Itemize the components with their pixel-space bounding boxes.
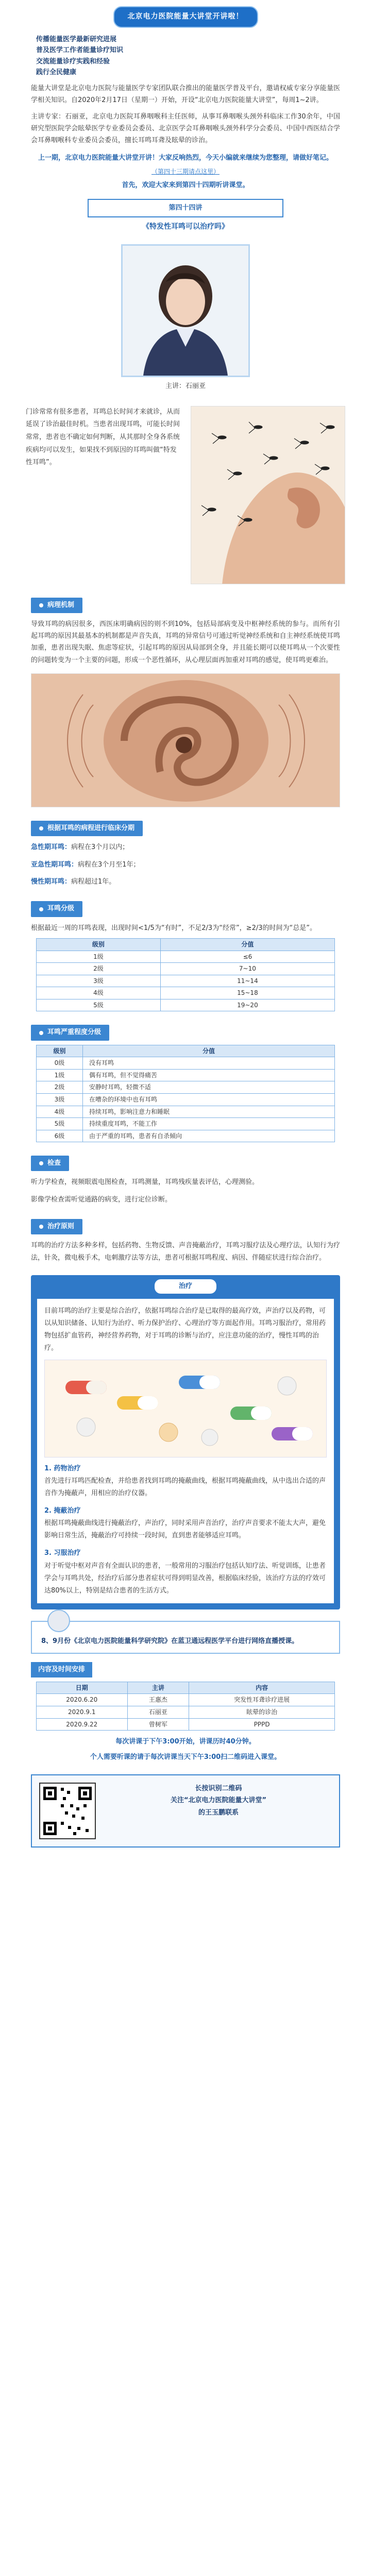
stage-section — [0, 821, 371, 888]
table-row: 2级 安静时耳鸣，轻微不适 — [37, 1081, 335, 1094]
table-row: 6级 由于严重的耳鸣，患者有自杀倾向 — [37, 1130, 335, 1142]
principle-text: 耳鸣的治疗方法多种多样，包括药物、生物反馈、声音掩蔽治疗，耳鸣习服疗法及心理疗法，认知行为疗法，针灸，微电极手术，电刺激疗法等方法，患者可根据耳鸣程度、病因、伴随症状进行综合治疗。 — [31, 1242, 340, 1262]
lecture-banner — [88, 199, 283, 217]
summary-box — [31, 1621, 340, 1654]
speaker-photo — [121, 244, 250, 377]
intro-paragraph: 能量大讲堂是北京电力医院与能量医学专家团队联合推出的能量医学普及平台，邀请权威专家分享能量医学相关知识。自2020年2月17日（星期一）开始，开设“北京电力医院能量大讲堂”，每周1~2讲。 — [31, 84, 340, 105]
schedule-note-1: 每次讲课于下午3:00开始，讲课历时40分钟。 — [115, 1738, 256, 1746]
speaker-caption: 主讲：石丽亚 — [165, 382, 206, 390]
exam-text-1: 听力学检查，视频眼震电图检查，耳鸣测量，耳鸣残疾量表评估，心理测验。 — [31, 1178, 259, 1187]
qr-box — [31, 1774, 340, 1848]
table-row: 0级 没有耳鸣 — [37, 1057, 335, 1070]
stage-heading: 根据耳鸣的病程进行临床分期 — [31, 821, 143, 836]
grade-heading: 耳鸣分级 — [31, 901, 82, 917]
stage-item: 慢性期耳鸣：病程超过1年。 — [31, 878, 116, 886]
principle-heading: 治疗原则 — [31, 1219, 82, 1234]
speaker-portrait-icon — [123, 246, 248, 376]
schedule-heading: 内容及时间安排 — [31, 1662, 92, 1677]
severity-heading: 耳鸣严重程度分级 — [31, 1025, 109, 1040]
table-row: 2级 7~10 — [37, 963, 335, 975]
treatment-sub3-title: 3. 习服治疗 — [44, 1549, 81, 1557]
grade-table-wrap — [0, 938, 371, 1012]
ear-closeup-image — [31, 673, 340, 807]
intro-item: 践行全民健康 — [36, 69, 77, 77]
summary-text: 8、9月份《北京电力医院能量科学研究院》在蓝卫通远程医学平台进行网络直播授课。 — [41, 1637, 299, 1645]
intro-item: 普及医学工作者能量诊疗知识 — [36, 46, 124, 55]
exam-section — [0, 1156, 371, 1206]
stage-item: 亚急性期耳鸣：病程在3个月至1年； — [31, 860, 140, 869]
pills-image — [44, 1360, 327, 1458]
grade-col-header: 分值 — [160, 938, 334, 951]
table-row: 3级 11~14 — [37, 975, 335, 987]
treatment-sub2-title: 2. 掩蔽治疗 — [44, 1507, 81, 1515]
recap-paragraph: 上一期，北京电力医院能量大讲堂开讲！大家反响热烈，今天小编就来继续为您整理，请做好笔记。 — [38, 154, 333, 162]
severity-col-header: 分值 — [83, 1045, 335, 1057]
cause-text: 导致耳鸣的病因很多，西医床明确病因的则不到10%，包括局部病变及中枢神经系统的参与。而所有引起耳鸣的原因其最基本的机制都是声音失真，耳鸣的异常信号可通过听觉神经系统和自主神经系统使耳鸣加重，患者出现失眠、焦虑等症状，引起耳鸣的原因从局部到全身，并且能长期可以使耳鸣从一个次要性的问题转变为一个主要的问题，形成一个恶性循环，从心理层面再加重对耳鸣的感觉，使耳鸣更难治。 — [31, 620, 340, 664]
table-row: 2020.6.20 王惠杰 突发性耳聋诊疗进展 — [37, 1694, 335, 1706]
tinnitus-illustration — [191, 406, 345, 584]
treatment-sub1-text: 首先进行耳鸣匹配检查，并给患者找到耳鸣的掩蔽曲线，根据耳鸣掩蔽曲线，从中选出合适的声音作为掩蔽声，用相应的治疗仪器。 — [44, 1477, 326, 1498]
tinnitus-intro-block — [0, 406, 371, 584]
treatment-sub2-text: 根据耳鸣掩蔽曲线进行掩蔽治疗，声治疗，同时采用声音治疗，治疗声音要求不能太大声，避免影响日常生活，掩蔽治疗可持续一段时间，直到患者能够适应耳鸣。 — [44, 1519, 326, 1540]
schedule-note-2: 个人需要听课的请于每次讲课当天下午3:00扫二维码进入课堂。 — [90, 1753, 281, 1761]
intro-list — [0, 31, 371, 78]
treatment-body — [37, 1299, 334, 1603]
lecture-topic: 《特发性耳鸣可以治疗吗》 — [142, 222, 229, 231]
treatment-title: 治疗 — [155, 1279, 216, 1294]
grade-text: 根据最近一周的耳鸣表现，出现时间<1/5为“有时”，不足2/3为“经常”，≥2/3的时间为“总是”。 — [31, 924, 316, 932]
table-row: 2020.9.1 石丽亚 眩晕的诊治 — [37, 1706, 335, 1718]
treatment-sub1-title: 1. 药物治疗 — [44, 1465, 81, 1473]
severity-col-header: 级别 — [37, 1045, 83, 1057]
intro-item: 传播能量医学最新研究进展 — [36, 36, 117, 43]
treatment-intro: 目前耳鸣的治疗主要是综合治疗，依据耳鸣综合治疗是已取得的最高疗效，声治疗以及药物，可以从知识储备、认知行为治疗、听力保护治疗、心理治疗等方面起作用。耳鸣习服治疗，常用药物包括扩血管药，神经营养药物，对于耳鸣的诊断与治疗，应注意功能的治疗，慢性耳鸣的治疗。 — [44, 1307, 326, 1352]
table-row: 1级 偶有耳鸣，但不觉得痛苦 — [37, 1069, 335, 1081]
table-row: 3级 在嘈杂的环境中也有耳鸣 — [37, 1093, 335, 1106]
header — [0, 0, 371, 31]
table-row: 1级 ≤6 — [37, 951, 335, 963]
pills-icon — [45, 1360, 327, 1458]
schedule-col-header: 日期 — [37, 1682, 128, 1694]
welcome-text: 首先，欢迎大家来到第四十四期听讲课堂。 — [122, 181, 249, 190]
schedule-col-header: 主讲 — [127, 1682, 189, 1694]
tinnitus-intro-text: 门诊常常有很多患者，耳鸣总长时间才来就诊，从而延误了诊治最佳时机。当患者出现耳鸣，可能长时间常常，患者也不确定如何判断，从其那时全身各系统疾病均可以发生，如果找不到原因的耳鸣叫做“特发性耳鸣”。 — [26, 408, 180, 467]
mosquito-ear-icon — [191, 406, 345, 584]
grade-col-header: 级别 — [37, 938, 161, 951]
lecture-session: 第四十四讲 — [168, 204, 203, 212]
previous-episode-link[interactable]: （第四十三期请点这里） — [151, 168, 220, 176]
speaker-bio: 主讲专家：石丽亚，北京电力医院耳鼻咽喉科主任医师，从事耳鼻咽喉头颈外科临床工作30余年，中国研究型医院学会眩晕医学专业委员会委员、北京医学会耳鼻咽喉头颈外科学分会委员、中国中西医结合学会耳鼻咽喉科专业委员会委员，擅长耳鸣耳聋及眩晕的诊治。 — [31, 112, 340, 145]
header-title: 北京电力医院能量大讲堂开讲啦！ — [113, 6, 258, 28]
table-row: 5级 19~20 — [37, 999, 335, 1011]
schedule-table — [36, 1682, 335, 1731]
cause-section — [0, 598, 371, 808]
table-row: 5级 持续重度耳鸣，不能工作 — [37, 1118, 335, 1130]
severity-section — [0, 1025, 371, 1142]
stage-list — [0, 841, 371, 888]
ear-icon — [31, 674, 340, 807]
grade-table — [36, 938, 335, 1012]
intro-item: 交流能量诊疗实践和经验 — [36, 57, 110, 65]
severity-table — [36, 1045, 335, 1143]
table-row: 4级 15~18 — [37, 987, 335, 999]
treatment-card — [31, 1275, 340, 1609]
schedule-table-wrap — [0, 1682, 371, 1731]
stage-item: 急性期耳鸣：病程在3个月以内； — [31, 843, 129, 852]
principle-section — [0, 1219, 371, 1264]
avatar — [47, 1609, 70, 1632]
severity-table-wrap — [0, 1045, 371, 1143]
exam-text-2: 影像学检查需听觉通路的病变，进行定位诊断。 — [31, 1195, 172, 1204]
grade-section — [0, 901, 371, 1011]
exam-heading: 检查 — [31, 1156, 69, 1171]
qr-caption: 长按识别二维码 关注“北京电力医院能量大讲堂” 的王玉鹏联系 — [170, 1784, 267, 1817]
schedule-col-header: 内容 — [189, 1682, 335, 1694]
table-row: 4级 持续耳鸣，影响注意力和睡眠 — [37, 1106, 335, 1118]
treatment-sub3-text: 对于听觉中枢对声音有全面认识的患者，一般常用的习服治疗包括认知疗法、听觉训练，让患者学会与耳鸣共处，经治疗后部分患者症状可得到明显改善，根据临床经验，该治疗方法的疗效可达80%以上，特别是结合患者的生活方式。 — [44, 1562, 326, 1595]
table-row: 2020.9.22 曾树军 PPPD — [37, 1718, 335, 1731]
cause-heading: 病理机制 — [31, 598, 82, 613]
qr-code-icon[interactable] — [39, 1783, 96, 1839]
